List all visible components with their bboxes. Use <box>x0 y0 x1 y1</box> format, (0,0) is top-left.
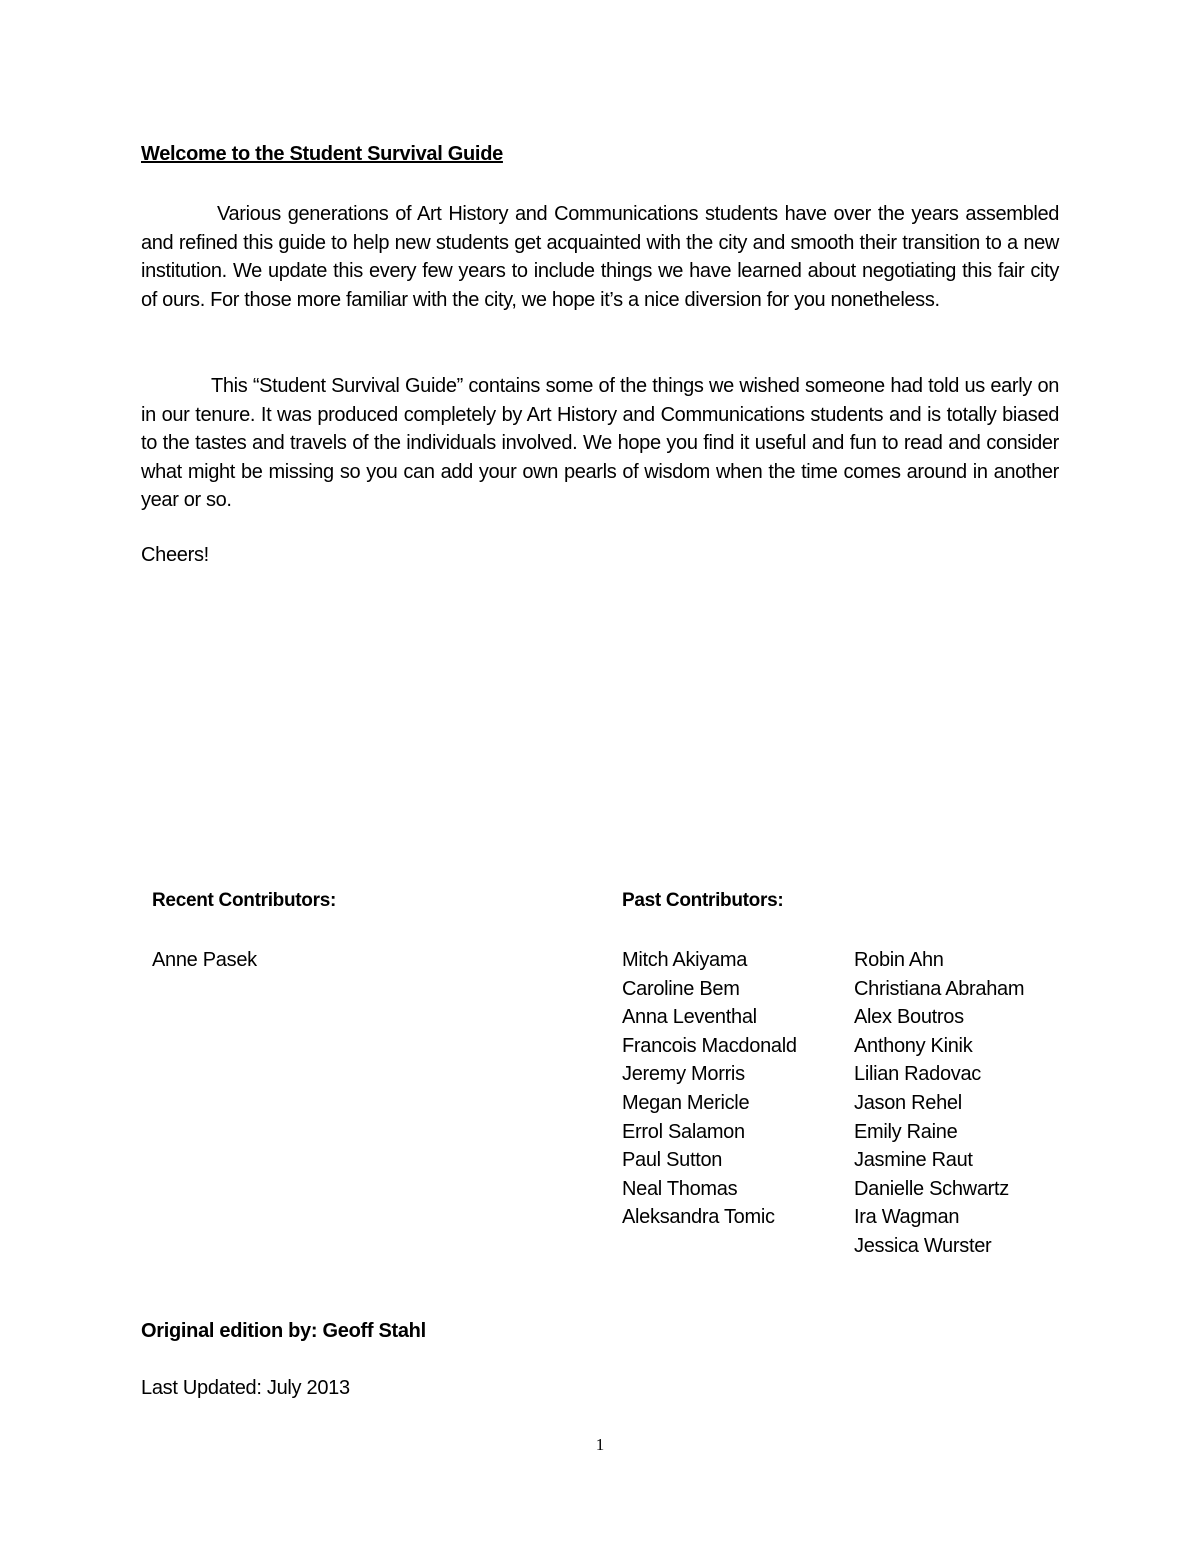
intro-paragraph: Various generations of Art History and Communications students have over the years assembled and refined this guide to help new students get acquainted with the city and smooth their transition to a new institution. We update this every few years to include things we have learned about negotiating this fair city of ours. For those more familiar with the city, we hope it’s a nice diversion for you nonetheless. <box>141 203 1059 311</box>
contributor-name: Caroline Bem <box>622 977 740 1000</box>
page-number: 1 <box>595 1435 605 1454</box>
past-contributors-list-column-1 <box>622 946 797 1232</box>
contributor-name: Jeremy Morris <box>622 1063 745 1086</box>
original-edition-credit: Original edition by: Geoff Stahl <box>141 1320 426 1342</box>
contributor-name: Christiana Abraham <box>854 977 1025 1000</box>
contributor-name: Anne Pasek <box>152 949 257 971</box>
recent-contributors-list <box>152 946 257 975</box>
contributor-name: Anthony Kinik <box>854 1034 973 1057</box>
contributor-name: Aleksandra Tomic <box>622 1206 775 1229</box>
contributor-name: Francois Macdonald <box>622 1034 797 1057</box>
contributor-name: Jessica Wurster <box>854 1234 992 1257</box>
contributor-name: Robin Ahn <box>854 949 944 971</box>
contributor-name: Neal Thomas <box>622 1177 738 1200</box>
contributor-name: Danielle Schwartz <box>854 1177 1009 1200</box>
contributor-name: Jasmine Raut <box>854 1149 973 1172</box>
contributor-name: Megan Mericle <box>622 1091 750 1114</box>
contributor-name: Lilian Radovac <box>854 1063 981 1086</box>
contributor-name: Errol Salamon <box>622 1120 745 1143</box>
contributor-name: Mitch Akiyama <box>622 949 748 971</box>
contributor-name: Paul Sutton <box>622 1149 723 1172</box>
contributor-name: Jason Rehel <box>854 1091 962 1114</box>
contributor-name: Emily Raine <box>854 1120 958 1143</box>
contributor-name: Anna Leventhal <box>622 1006 757 1029</box>
contributor-name: Alex Boutros <box>854 1006 964 1029</box>
page-title: Welcome to the Student Survival Guide <box>141 143 503 165</box>
guide-description-paragraph: This “Student Survival Guide” contains some of the things we wished someone had told us early on in our tenure. It was produced completely by Art History and Communications students and is totally biased to the tastes and travels of the individuals involved. We hope you find it useful and fun to read and consider what might be missing so you can add your own pearls of wisdom when the time comes around in another year or so. <box>141 375 1059 512</box>
last-updated-date: Last Updated: July 2013 <box>141 1377 350 1399</box>
contributor-name: Ira Wagman <box>854 1206 960 1229</box>
closing-text: Cheers! <box>141 544 209 566</box>
past-contributors-heading: Past Contributors: <box>622 890 784 911</box>
recent-contributors-heading: Recent Contributors: <box>152 890 337 911</box>
past-contributors-list-column-2 <box>854 946 1024 1261</box>
